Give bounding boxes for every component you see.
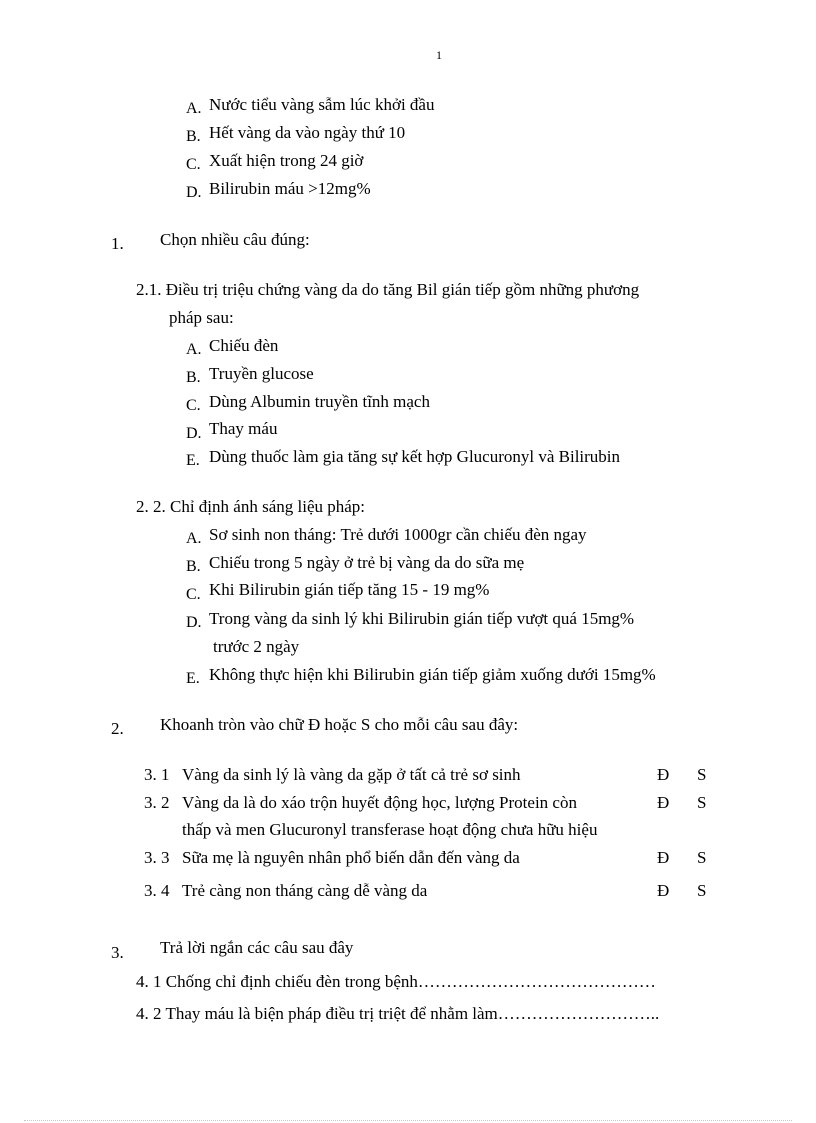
option-text: Dùng thuốc làm gia tăng sự kết hợp Glucuronyl và Bilirubin (209, 447, 621, 466)
option-text: Nước tiểu vàng sẫm lúc khởi đầu (209, 95, 435, 114)
item-number: 3. 2 (144, 793, 170, 812)
section-title: Khoanh tròn vào chữ Đ hoặc S cho mỗi câu sau đây: (160, 715, 519, 734)
option-letter: C. (186, 156, 201, 173)
option-text: Truyền glucose (209, 364, 314, 383)
true-choice[interactable]: Đ (657, 765, 670, 784)
option-text: Hết vàng da vào ngày thứ 10 (209, 123, 406, 142)
item-number: 3. 4 (144, 881, 170, 900)
option-text: Dùng Albumin truyền tĩnh mạch (209, 392, 430, 411)
option-letter: C. (186, 586, 201, 603)
option-text: Chiếu trong 5 ngày ở trẻ bị vàng da do sữa mẹ (209, 553, 525, 572)
item-text: Trẻ càng non tháng càng dễ vàng da (182, 881, 428, 900)
question-2-2-title: 2. 2. Chỉ định ánh sáng liệu pháp: (136, 497, 366, 516)
item-text-continued: thấp và men Glucuronyl transferase hoạt động chưa hữu hiệu (182, 820, 598, 839)
item-text: Sữa mẹ là nguyên nhân phổ biến dẫn đến vàng da (182, 848, 520, 867)
true-choice[interactable]: Đ (657, 881, 670, 900)
question-2-1-line2: pháp sau: (169, 308, 234, 327)
option-letter: C. (186, 397, 201, 414)
option-text: Khi Bilirubin gián tiếp tăng 15 - 19 mg% (209, 580, 490, 599)
short-answer-4-2: 4. 2 Thay máu là biện pháp điều trị triệt để nhằm làm……………………….. (136, 1004, 660, 1023)
option-letter: D. (186, 614, 202, 631)
option-text: Trong vàng da sinh lý khi Bilirubin gián tiếp vượt quá 15mg% (209, 609, 635, 628)
question-2-1-line1: 2.1. Điều trị triệu chứng vàng da do tăng Bil gián tiếp gồm những phương (136, 280, 640, 299)
option-letter: B. (186, 369, 201, 386)
option-letter: B. (186, 558, 201, 575)
page-number: 1 (436, 48, 442, 62)
true-choice[interactable]: Đ (657, 848, 670, 867)
option-letter: A. (186, 341, 202, 358)
option-letter: D. (186, 184, 202, 201)
short-answer-4-1: 4. 1 Chống chỉ định chiếu đèn trong bệnh…………………………………… (136, 972, 656, 991)
option-text: Không thực hiện khi Bilirubin gián tiếp giảm xuống dưới 15mg% (209, 665, 656, 684)
item-number: 3. 3 (144, 848, 170, 867)
section-title: Trả lời ngắn các câu sau đây (160, 938, 354, 957)
section-title: Chọn nhiều câu đúng: (160, 230, 310, 249)
item-number: 3. 1 (144, 765, 170, 784)
option-text: Thay máu (209, 419, 278, 438)
section-number: 1. (111, 234, 124, 253)
option-text: Sơ sinh non tháng: Trẻ dưới 1000gr cần chiếu đèn ngay (209, 525, 587, 544)
option-text-continued: trước 2 ngày (213, 637, 300, 656)
option-letter: D. (186, 425, 202, 442)
page-bottom-border (24, 1120, 792, 1121)
false-choice[interactable]: S (697, 881, 707, 900)
option-text: Xuất hiện trong 24 giờ (209, 151, 364, 170)
option-text: Bilirubin máu >12mg% (209, 179, 371, 198)
false-choice[interactable]: S (697, 848, 707, 867)
option-letter: A. (186, 100, 202, 117)
false-choice[interactable]: S (697, 765, 707, 784)
option-letter: E. (186, 670, 200, 687)
item-text: Vàng da sinh lý là vàng da gặp ở tất cả trẻ sơ sinh (182, 765, 521, 784)
option-text: Chiếu đèn (209, 336, 279, 355)
option-letter: B. (186, 128, 201, 145)
option-letter: E. (186, 452, 200, 469)
true-choice[interactable]: Đ (657, 793, 670, 812)
section-number: 3. (111, 943, 124, 962)
item-text: Vàng da là do xáo trộn huyết động học, lượng Protein còn (182, 793, 577, 812)
section-number: 2. (111, 719, 124, 738)
false-choice[interactable]: S (697, 793, 707, 812)
option-letter: A. (186, 530, 202, 547)
